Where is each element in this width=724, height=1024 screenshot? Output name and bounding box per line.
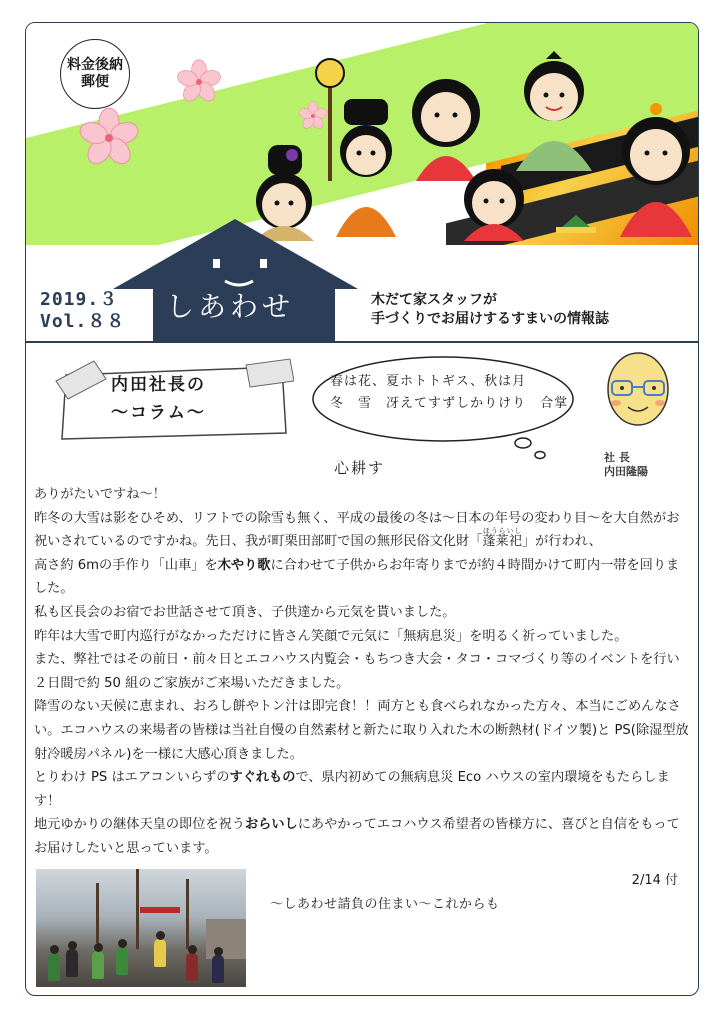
poem-line1: 春は花、夏ホトトギス、秋は月 [330, 374, 527, 389]
article-paragraph: 昨年は大雪で町内巡行がなかっただけに皆さん笑顔で元気に「無病息災」を明るく祈っていました。 [34, 628, 628, 644]
participant-head [156, 931, 165, 940]
festival-participant [116, 947, 128, 975]
article-text: 地元ゆかりの継体天皇の即位を祝う [34, 817, 245, 833]
stamp-line1: 料金後納 [67, 57, 123, 73]
tagline-line1: 木だて家スタッフが [371, 292, 497, 308]
column-heading: 心耕す [334, 459, 386, 477]
newsletter-page [25, 22, 699, 996]
article-text: 昨冬の大雪は影をひそめ、リフトでの除雪も無く、平成の最後の冬は～日本の年号の変わり目～を大自然がお祝いされているのですかね。先日、我が町栗田部町で国の無形民俗文化財「 [34, 510, 680, 550]
article-text: にあやかってエコハウス希望者の皆様方に、喜びと自信をもってお届けしたいと思っています。 [34, 817, 680, 856]
article-paragraph: また、弊社ではその前日・前々日とエコハウス内覧会・もちつき大会・タコ・コマづくり等のイベントを行い２日間で約 50 組のご家族がご来場いただきました。 [34, 652, 680, 691]
festival-participant [186, 953, 198, 981]
tree-trunk [136, 869, 139, 949]
article-text: とりわけ PS はエアコンいらずの [34, 770, 230, 786]
article-paragraph [34, 766, 690, 813]
building [206, 919, 246, 959]
ruby-base: 蓬莱祀 [482, 534, 522, 550]
sign-name: 内田隆陽 [604, 465, 648, 478]
article-paragraph: 私も区長会のお宿でお世話させて頂き、子供達から元気を貰いました。 [34, 604, 456, 620]
column-title [111, 371, 206, 427]
logo-text: しあわせ [166, 290, 295, 323]
postage-stamp [60, 39, 130, 109]
poem-line2: 冬 雪 冴えてすずしかりけり 合掌 [330, 396, 569, 411]
issue-volume: Vol.８８ [40, 311, 126, 332]
festival-participant [154, 939, 166, 967]
article-paragraph [34, 507, 690, 554]
emphasis-text: おらいし [245, 817, 298, 833]
participant-head [188, 945, 197, 954]
column-date: 2/14 付 [631, 873, 678, 888]
tree-trunk [186, 879, 189, 949]
festival-participant [66, 949, 78, 977]
article-text: に合わせて子供からお年寄りまでが約４時間かけて町内一帯を回りました。 [34, 557, 680, 597]
festival-participant [92, 951, 104, 979]
article-paragraph [34, 554, 690, 601]
article-text: 高さ約 6mの手作り「山車」を [34, 557, 218, 573]
president-signature [604, 451, 648, 479]
festival-name [482, 527, 522, 550]
closing-line: ～しあわせ請負の住まい～これからも [270, 897, 500, 912]
issue-info [40, 289, 125, 333]
article-paragraph: 降雪のない天候に恵まれ、おろし餅やトン汁は即完食！！両方とも食べられなかった方々、本当にごめんなさい。エコハウスの来場者の皆様は当社自慢の自然素材と新たに取り入れた木の断熱材(ドイツ製)と PS(除湿型放射冷暖房パネル)を一様に大感心頂きました。 [34, 699, 689, 762]
tagline [371, 291, 609, 329]
president-portrait-icon [602, 349, 674, 439]
emphasis-text: すぐれもの [229, 770, 296, 786]
column-article [34, 483, 690, 861]
column-title-line2: ～コラム～ [111, 403, 206, 423]
participant-head [68, 941, 77, 950]
torii-gate [140, 907, 180, 913]
participant-head [50, 945, 59, 954]
ruby-reading: ほうらいし [482, 527, 522, 536]
festival-participant [212, 955, 224, 983]
hina-doll-illustration [26, 23, 698, 245]
tree-trunk [96, 883, 99, 943]
header-divider [26, 341, 698, 343]
participant-head [214, 947, 223, 956]
tagline-line2: 手づくりでお届けするすまいの情報誌 [371, 311, 609, 327]
article-paragraph [34, 813, 690, 860]
participant-head [118, 939, 127, 948]
stamp-line2: 郵便 [81, 74, 109, 90]
hina-dolls-icon [216, 51, 698, 241]
cherry-blossom-icon [78, 107, 140, 169]
issue-date: 2019.３ [40, 289, 119, 310]
haiku-poem [330, 371, 568, 415]
article-paragraph: ありがたいですね～！ [34, 487, 166, 502]
festival-photo [36, 869, 246, 987]
participant-head [94, 943, 103, 952]
festival-participant [48, 953, 60, 981]
emphasis-text: 木やり歌 [217, 557, 271, 573]
sign-title: 社 長 [604, 451, 630, 464]
article-text: 」が行われ、 [521, 534, 602, 550]
column-title-line1: 内田社長の [111, 375, 206, 395]
article-text: で、県内初めての無病息災 Eco ハウスの室内環境をもたらします！ [34, 770, 670, 809]
